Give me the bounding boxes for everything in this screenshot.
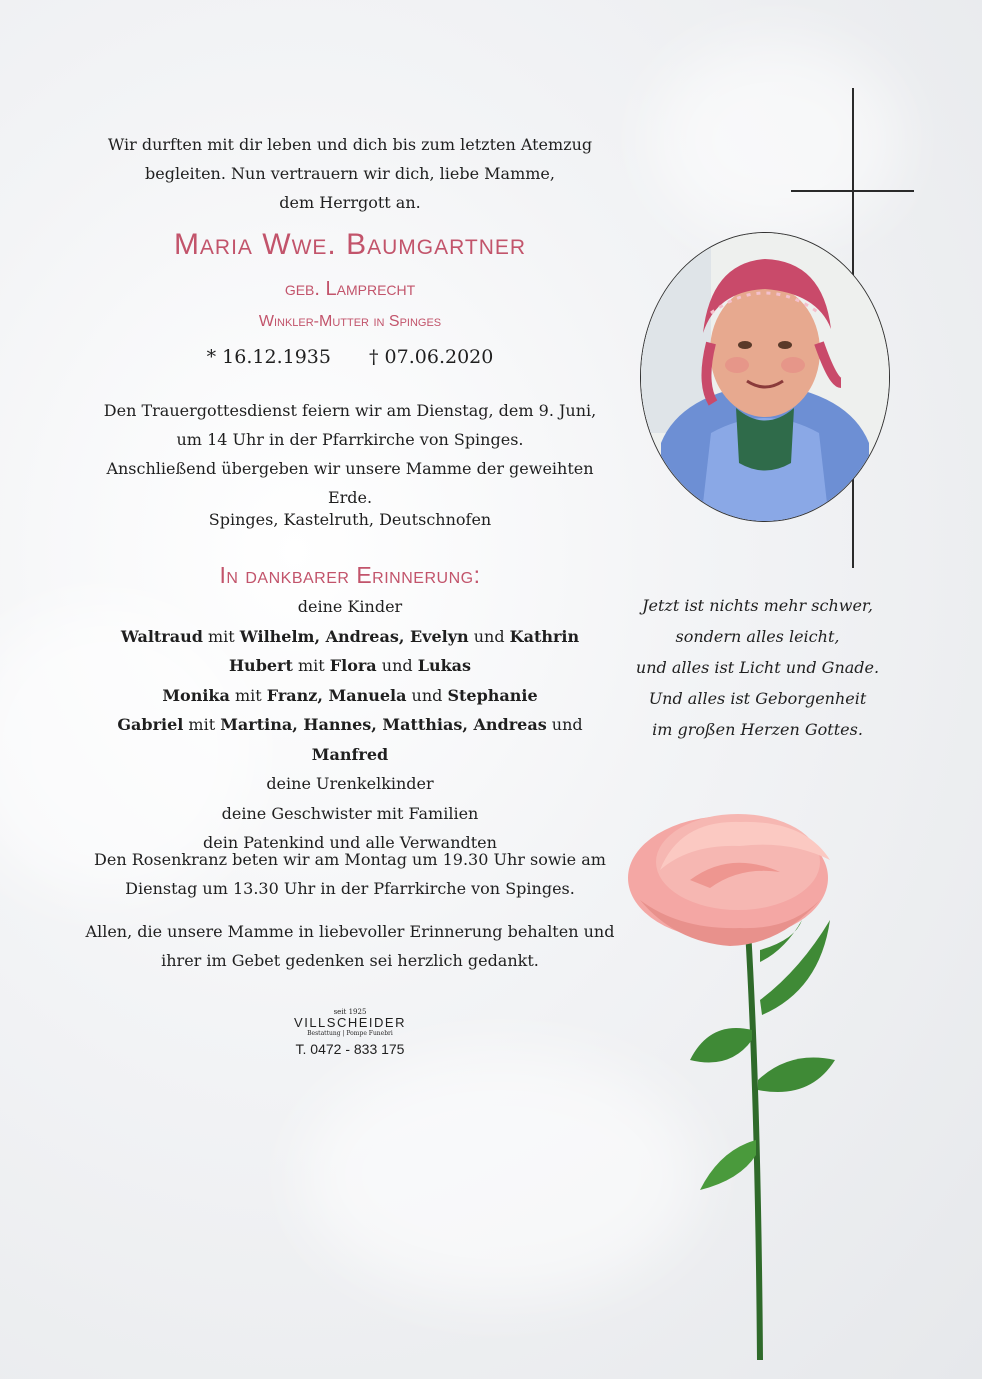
family-row — [85, 681, 615, 711]
family-name: Monika — [162, 685, 230, 705]
quote-line: Jetzt ist nichts mehr schwer, — [642, 596, 873, 615]
cross-bar — [791, 190, 914, 192]
family-name: Franz, Manuela — [266, 685, 407, 705]
children-label: deine Kinder — [297, 597, 403, 616]
family-connector: und — [376, 656, 418, 675]
portrait-photo — [640, 232, 890, 522]
family-list — [85, 592, 615, 858]
family-row — [85, 622, 615, 652]
rosary-line: Dienstag um 13.30 Uhr in der Pfarrkirche von Spinges. — [125, 879, 575, 898]
family-name: Hubert — [228, 656, 293, 675]
family-name: Lukas — [417, 656, 472, 675]
family-row — [85, 710, 615, 769]
family-connector: mit — [292, 656, 330, 675]
family-connector: und — [468, 626, 510, 646]
service-line: um 14 Uhr in der Pfarrkirche von Spinges. — [176, 430, 524, 449]
death-date: † 07.06.2020 — [369, 346, 494, 368]
family-after-line: deine Geschwister mit Familien — [221, 803, 479, 823]
thanks-heading: In dankbarer Erinnerung: — [219, 562, 481, 588]
family-name: Stephanie — [447, 685, 538, 705]
rosary-line: Den Rosenkranz beten wir am Montag um 19.30 Uhr sowie am — [94, 850, 606, 869]
family-name: Martina, Hannes, Matthias, Andreas — [220, 715, 547, 734]
family-connector: und — [406, 685, 448, 705]
family-connector: mit — [202, 626, 240, 646]
birth-date: * 16.12.1935 — [206, 346, 331, 368]
service-text — [85, 396, 615, 512]
rose-illustration — [620, 800, 870, 1360]
quote-line: Und alles ist Geborgenheit — [648, 689, 867, 708]
quote-line: und alles ist Licht und Gnade. — [635, 658, 880, 677]
family-row — [85, 651, 615, 681]
family-connector: mit — [229, 685, 267, 705]
family-name: Wilhelm, Andreas, Evelyn — [239, 626, 469, 646]
service-line: Den Trauergottesdienst feiern wir am Dienstag, dem 9. Juni, — [103, 401, 597, 420]
family-name: Kathrin — [509, 626, 580, 646]
life-dates — [85, 346, 615, 368]
thanks-text — [85, 917, 615, 975]
intro-line: begleiten. Nun vertrauern wir dich, liebe Mamme, — [145, 164, 555, 183]
deceased-name: Maria Wwe. Baumgartner — [173, 228, 527, 261]
deceased-role: Winkler-Mutter in Spinges — [258, 313, 442, 330]
intro-text — [85, 130, 615, 217]
family-name: Flora — [329, 656, 377, 675]
family-connector: mit — [183, 715, 221, 734]
quote — [600, 590, 915, 745]
places: Spinges, Kastelruth, Deutschnofen — [208, 510, 492, 529]
thanks-line: ihrer im Gebet gedenken sei herzlich gedankt. — [161, 951, 539, 970]
intro-line: Wir durften mit dir leben und dich bis zum letzten Atemzug — [107, 135, 593, 154]
funeral-home — [260, 1008, 440, 1057]
rosary-text — [85, 845, 615, 903]
intro-line: dem Herrgott an. — [279, 193, 421, 212]
quote-line: im großen Herzen Gottes. — [652, 720, 863, 739]
quote-line: sondern alles leicht, — [675, 627, 840, 646]
funeral-logo: VILLSCHEIDER — [294, 1015, 406, 1030]
funeral-subtitle: Bestattung | Pompe Funebri — [307, 1030, 393, 1037]
funeral-phone: T. 0472 - 833 175 — [295, 1041, 405, 1057]
family-name: Waltraud — [120, 626, 203, 646]
maiden-name: geb. Lamprecht — [284, 278, 416, 300]
portrait-illustration — [641, 233, 889, 521]
funeral-since: seit 1925 — [333, 1008, 367, 1016]
family-after-line: dein Patenkind und alle Verwandten — [203, 833, 497, 852]
family-connector: und — [546, 715, 583, 734]
family-after-line: deine Urenkelkinder — [266, 774, 434, 793]
family-name: Gabriel — [117, 715, 184, 734]
thanks-line: Allen, die unsere Mamme in liebevoller Erinnerung behalten und — [85, 922, 615, 941]
service-line: Anschließend übergeben wir unsere Mamme der geweihten Erde. — [106, 459, 594, 507]
family-name: Manfred — [311, 744, 389, 764]
